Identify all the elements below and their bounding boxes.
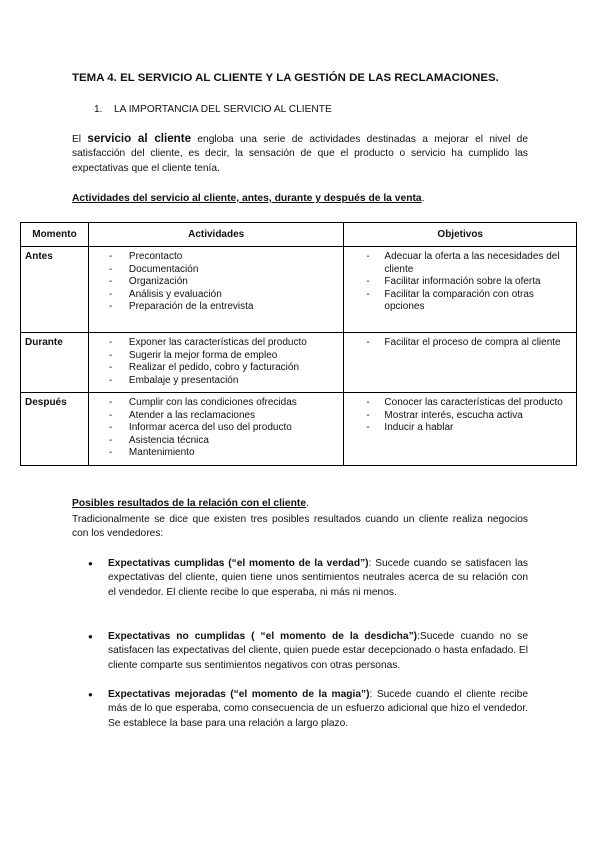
list-item: - Conocer las características del producto — [344, 397, 576, 410]
list-item: - Facilitar el proceso de compra al cliente — [344, 337, 576, 350]
list-item: - Precontacto — [89, 251, 344, 264]
list-item: - Facilitar información sobre la oferta — [344, 276, 576, 289]
result-item-cumplidas — [108, 557, 528, 600]
results-heading-text: Posibles resultados de la relación con el cliente — [72, 498, 307, 509]
list-item: - Facilitar la comparación con otras opciones — [344, 289, 576, 314]
result-text: : Sucede cuando se satisfacen las expectativas del cliente, quien tiene unos sentimientos neutrales acerca de su relación con el vendedor. El cliente recibe lo que esperaba, ni más ni menos. — [108, 558, 528, 598]
activities-heading-end: . — [421, 193, 425, 204]
header-objetivos: Objetivos — [344, 223, 577, 247]
objectives-cell — [344, 247, 577, 333]
intro-before: El — [72, 134, 88, 145]
list-item: - Organización — [89, 276, 344, 289]
list-item: - Asistencia técnica — [89, 435, 344, 448]
result-item-mejoradas — [108, 688, 528, 731]
list-item: - Exponer las características del producto — [89, 337, 344, 350]
activities-cell — [88, 393, 344, 466]
list-item: - Sugerir la mejor forma de empleo — [89, 350, 344, 363]
objectives-cell — [344, 333, 577, 393]
table-row — [21, 333, 577, 393]
list-item: - Informar acerca del uso del producto — [89, 422, 344, 435]
list-item: - Inducir a hablar — [344, 422, 576, 435]
result-text: : Sucede cuando el cliente recibe más de lo que esperaba, como consecuencia de un esfuerzo adicional que hizo el vendedor. Se establece la base para una relación a largo plazo. — [108, 689, 528, 729]
page-title: TEMA 4. EL SERVICIO AL CLIENTE Y LA GESTIÓN DE LAS RECLAMACIONES. — [72, 72, 499, 84]
list-item: - Mostrar interés, escucha activa — [344, 410, 576, 423]
list-item: - Documentación — [89, 264, 344, 277]
list-item: - Cumplir con las condiciones ofrecidas — [89, 397, 344, 410]
activities-table — [20, 222, 577, 466]
result-title: Expectativas cumplidas (“el momento de la verdad”) — [108, 558, 369, 569]
objectives-cell — [344, 393, 577, 466]
result-title: Expectativas mejoradas (“el momento de la magia”) — [108, 689, 370, 700]
activities-heading-text: Actividades del servicio al cliente, antes, durante y después de la venta — [72, 193, 422, 204]
result-text: :Sucede cuando no se satisfacen las expectativas del cliente, quien puede estar decepcionado o hasta enfadado. El cliente comparte sus sentimientos negativos con otras personas. — [108, 631, 528, 671]
table-header-row — [21, 223, 577, 247]
list-item: - Embalaje y presentación — [89, 375, 344, 388]
list-item: - Preparación de la entrevista — [89, 301, 344, 314]
result-item-no-cumplidas — [108, 630, 528, 673]
list-item: - Adecuar la oferta a las necesidades del cliente — [344, 251, 576, 276]
intro-paragraph — [72, 132, 528, 176]
list-item: - Análisis y evaluación — [89, 289, 344, 302]
results-heading — [72, 498, 309, 509]
moment-cell: Antes — [21, 247, 89, 333]
moment-cell: Después — [21, 393, 89, 466]
section-heading — [94, 104, 332, 115]
list-item: - Realizar el pedido, cobro y facturación — [89, 362, 344, 375]
table-row — [21, 247, 577, 333]
moment-cell: Durante — [21, 333, 89, 393]
activities-heading — [72, 193, 425, 204]
activities-cell — [88, 247, 344, 333]
list-item: - Mantenimiento — [89, 447, 344, 460]
list-item: - Atender a las reclamaciones — [89, 410, 344, 423]
activities-cell — [88, 333, 344, 393]
header-actividades: Actividades — [88, 223, 344, 247]
result-title: Expectativas no cumplidas ( “el momento de la desdicha”) — [108, 631, 418, 642]
intro-term: servicio al cliente — [87, 132, 192, 145]
section-title: LA IMPORTANCIA DEL SERVICIO AL CLIENTE — [114, 104, 332, 115]
table-row — [21, 393, 577, 466]
intro-after: engloba una serie de actividades destinadas a mejorar el nivel de satisfacción del cliente, es decir, la sensación de que el producto o servicio ha cumplido las expectativas que el cliente tenía. — [72, 134, 528, 174]
results-intro: Tradicionalmente se dice que existen tres posibles resultados cuando un cliente realiza negocios con los vendedores: — [72, 514, 528, 540]
results-heading-end: . — [306, 498, 309, 509]
header-momento: Momento — [21, 223, 89, 247]
section-number: 1. — [94, 104, 103, 115]
